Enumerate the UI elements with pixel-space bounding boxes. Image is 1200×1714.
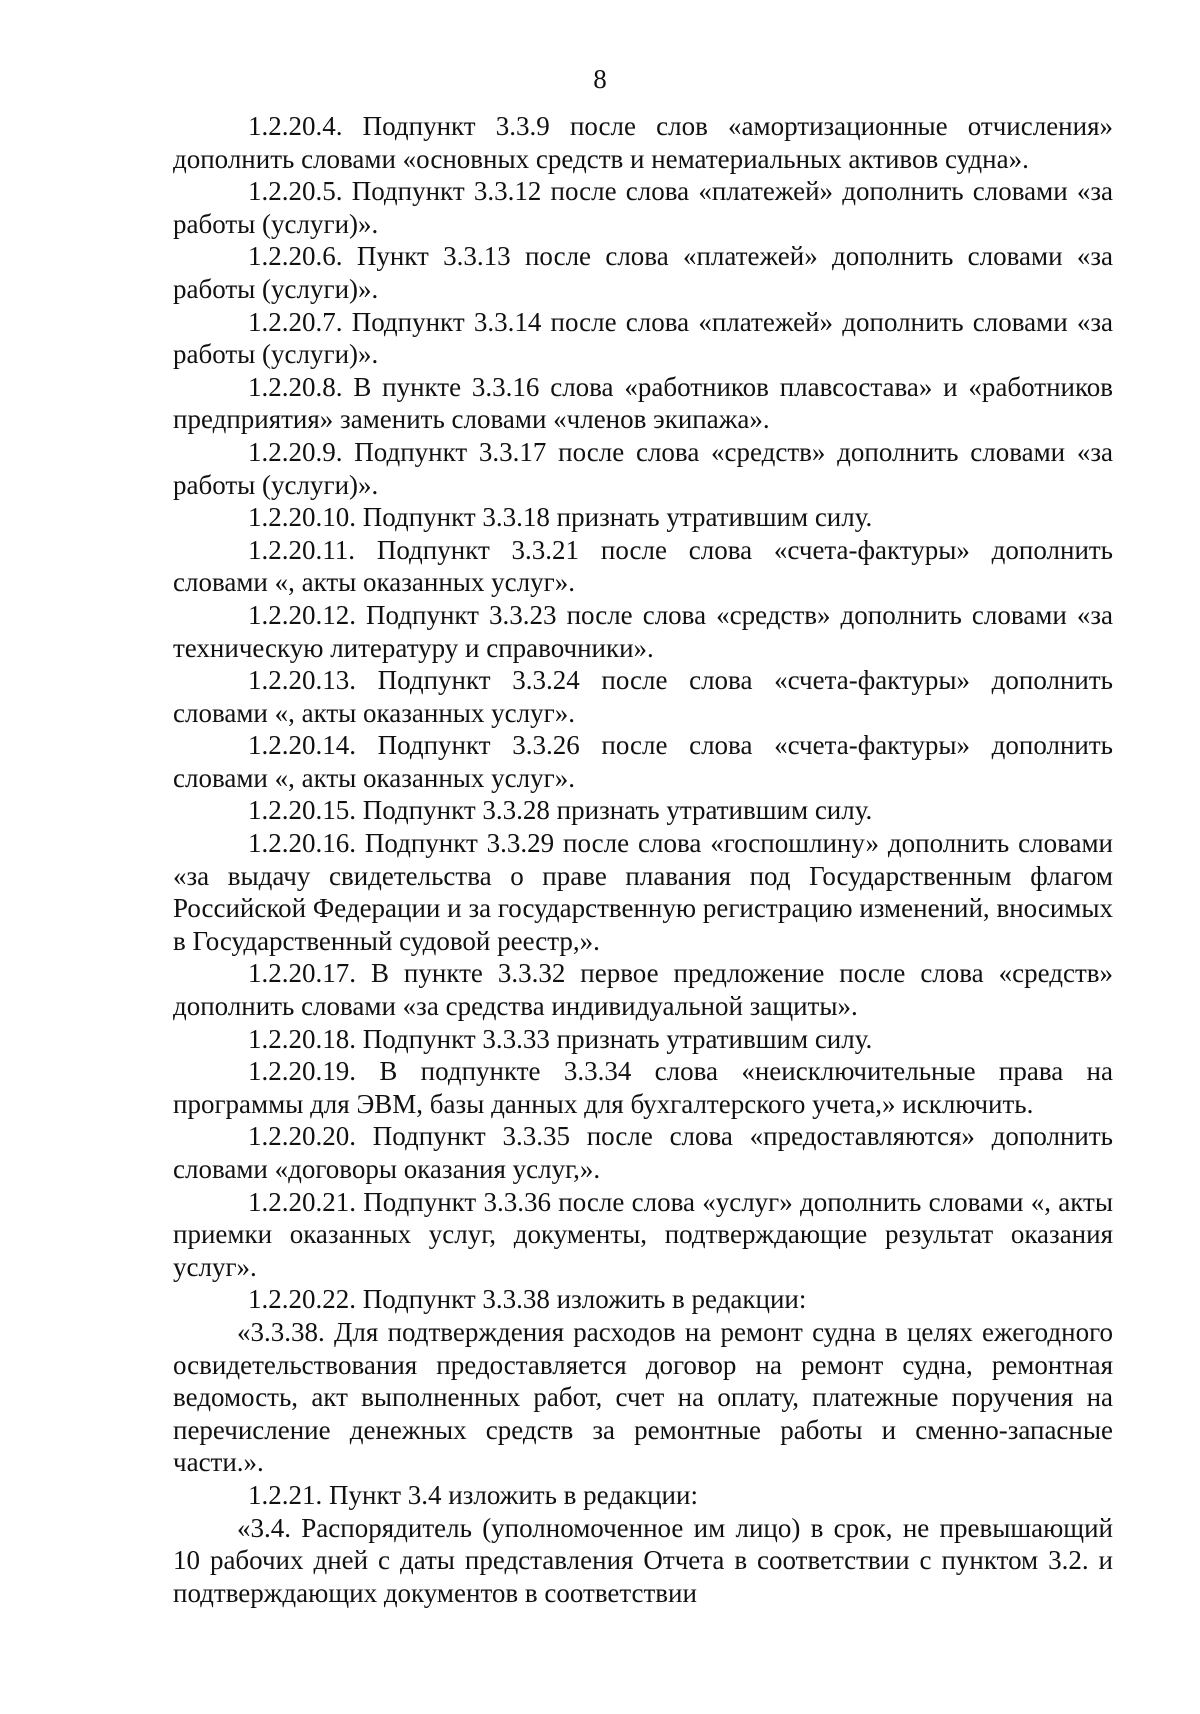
- paragraph-1-2-20-14: 1.2.20.14. Подпункт 3.3.26 после слова «счета-фактуры» дополнить словами «, акты оказанных услуг».: [173, 730, 1113, 793]
- paragraph-1-2-20-9: 1.2.20.9. Подпункт 3.3.17 после слова «средств» дополнить словами «за работы (услуги)».: [173, 436, 1113, 500]
- quoted-paragraph-3-4: «3.4. Распорядитель (уполномоченное им лицо) в срок, не превышающий 10 рабочих дней с даты представления Отчета в соответствии с пунктом 3.2. и подтверждающих документов в соответствии: [173, 1512, 1113, 1608]
- paragraph-1-2-20-7: 1.2.20.7. Подпункт 3.3.14 после слова «платежей» дополнить словами «за работы (услуги)».: [173, 306, 1113, 370]
- page-number: 8: [593, 64, 607, 94]
- paragraph-1-2-20-4: 1.2.20.4. Подпункт 3.3.9 после слов «амортизационные отчисления» дополнить словами «основных средств и нематериальных активов судна».: [173, 111, 1113, 174]
- paragraph-1-2-20-18: 1.2.20.18. Подпункт 3.3.33 признать утратившим силу.: [248, 1023, 873, 1054]
- paragraph-1-2-20-8: 1.2.20.8. В пункте 3.3.16 слова «работников плавсостава» и «работников предприятия» заменить словами «членов экипажа».: [173, 371, 1113, 435]
- paragraph-1-2-20-5: 1.2.20.5. Подпункт 3.3.12 после слова «платежей» дополнить словами «за работы (услуги)».: [173, 176, 1113, 239]
- paragraph-1-2-20-16: 1.2.20.16. Подпункт 3.3.29 после слова «госпошлину» дополнить словами «за выдачу свидетельства о праве плавания под Государственным флагом Российской Федерации и за государственную регистрацию изменений, вносимых в Государственный судовой реестр,».: [173, 828, 1113, 956]
- paragraph-1-2-20-10: 1.2.20.10. Подпункт 3.3.18 признать утратившим силу.: [248, 502, 873, 533]
- paragraph-1-2-20-15: 1.2.20.15. Подпункт 3.3.28 признать утратившим силу.: [248, 795, 873, 826]
- quoted-paragraph-3-3-38: «3.3.38. Для подтверждения расходов на ремонт судна в целях ежегодного освидетельствования предоставляется договор на ремонт судна, ремонтная ведомость, акт выполненных работ, счет на оплату, платежные поручения на перечисление денежных средств за ремонтные работы и сменно-запасные части.».: [173, 1316, 1113, 1478]
- paragraph-1-2-20-6: 1.2.20.6. Пункт 3.3.13 после слова «платежей» дополнить словами «за работы (услуги)».: [173, 241, 1113, 304]
- document-body: [173, 110, 1113, 1609]
- paragraph-1-2-20-20: 1.2.20.20. Подпункт 3.3.35 после слова «предоставляются» дополнить словами «договоры оказания услуг,».: [173, 1121, 1113, 1184]
- paragraph-1-2-20-13: 1.2.20.13. Подпункт 3.3.24 после слова «счета-фактуры» дополнить словами «, акты оказанных услуг».: [173, 665, 1113, 728]
- paragraph-1-2-21: 1.2.21. Пункт 3.4 изложить в редакции:: [248, 1479, 698, 1510]
- paragraph-1-2-20-19: 1.2.20.19. В подпункте 3.3.34 слова «неисключительные права на программы для ЭВМ, базы данных для бухгалтерского учета,» исключить.: [173, 1056, 1113, 1119]
- paragraph-1-2-20-22: 1.2.20.22. Подпункт 3.3.38 изложить в редакции:: [248, 1284, 807, 1315]
- paragraph-1-2-20-11: 1.2.20.11. Подпункт 3.3.21 после слова «счета-фактуры» дополнить словами «, акты оказанных услуг».: [173, 534, 1113, 598]
- paragraph-1-2-20-17: 1.2.20.17. В пункте 3.3.32 первое предложение после слова «средств» дополнить словами «за средства индивидуальной защиты».: [173, 958, 1113, 1022]
- paragraph-1-2-20-12: 1.2.20.12. Подпункт 3.3.23 после слова «средств» дополнить словами «за техническую литературу и справочники».: [173, 599, 1113, 663]
- paragraph-1-2-20-21: 1.2.20.21. Подпункт 3.3.36 после слова «услуг» дополнить словами «, акты приемки оказанных услуг, документы, подтверждающие результат оказания услуг».: [173, 1186, 1113, 1282]
